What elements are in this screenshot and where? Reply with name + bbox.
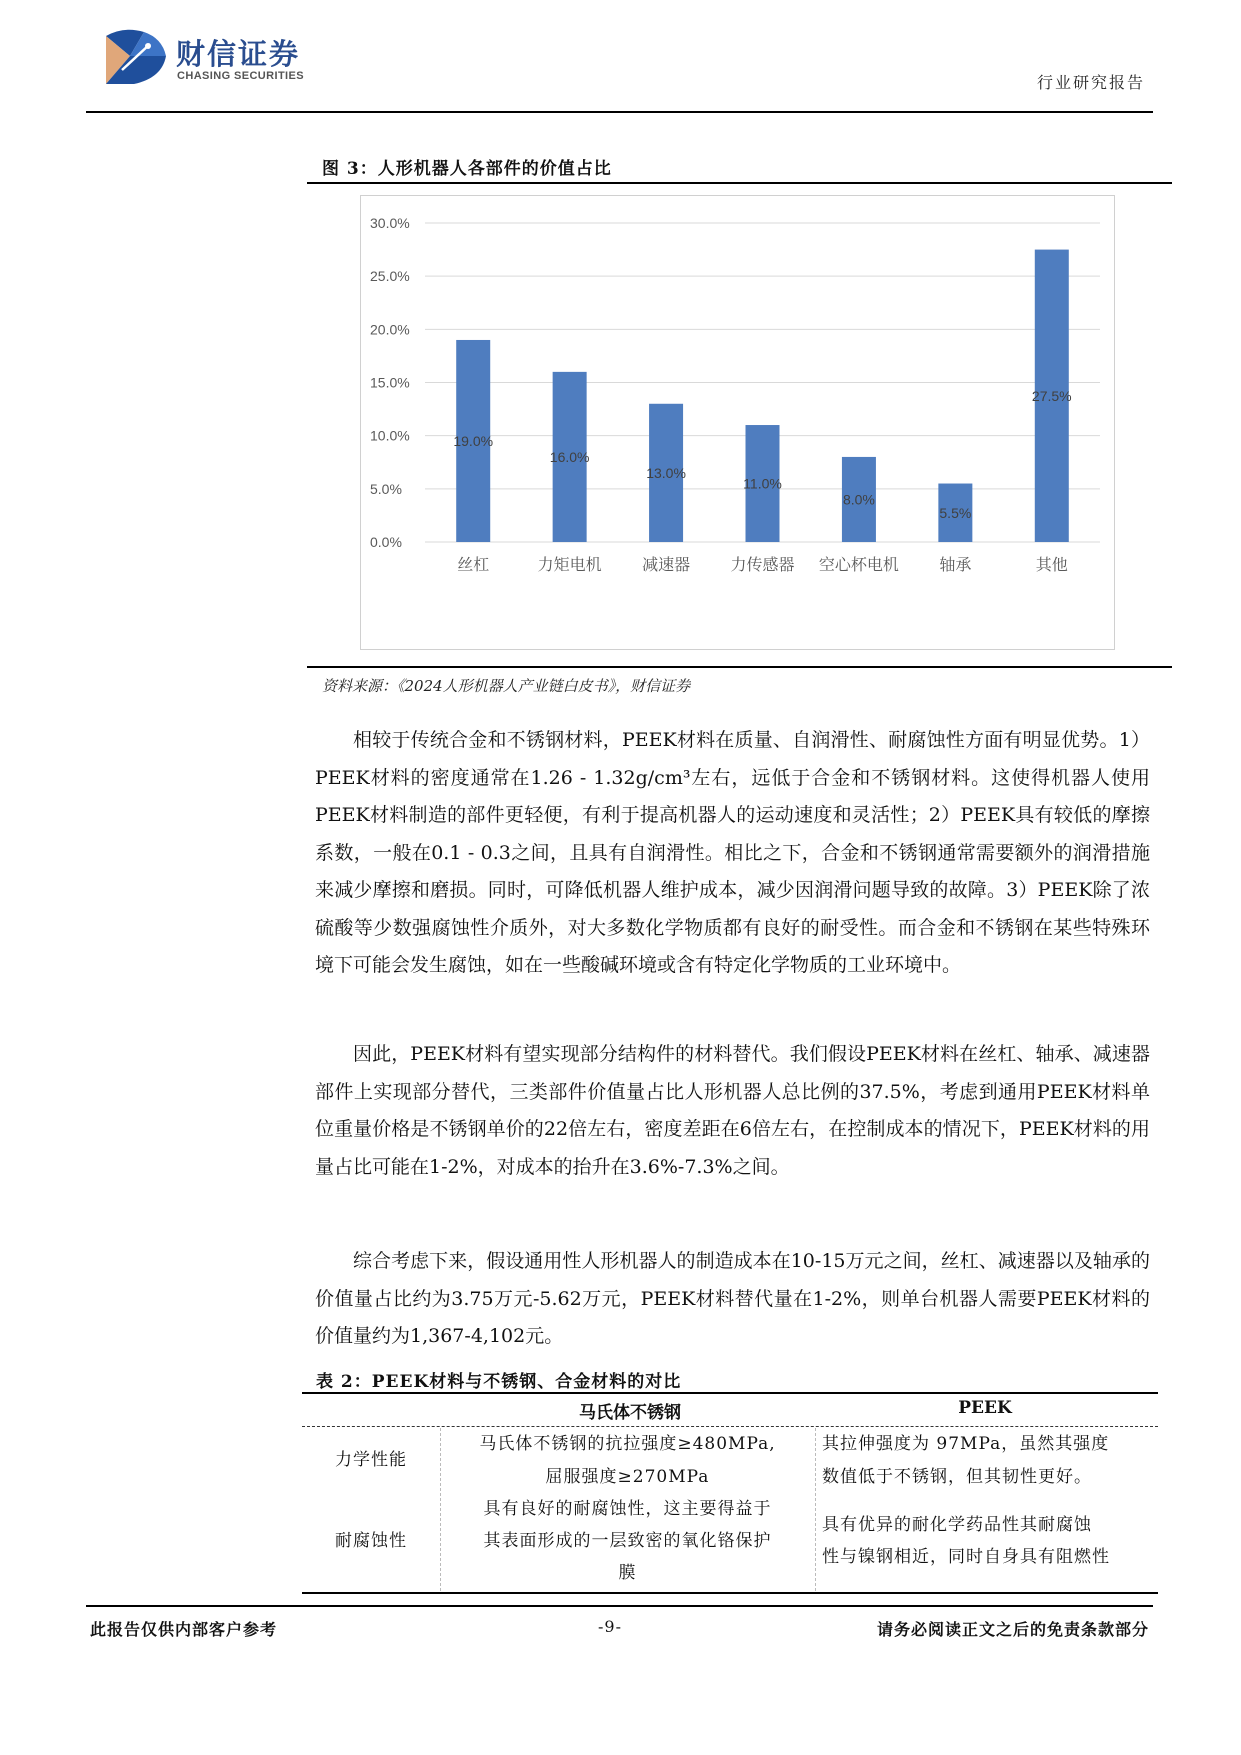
table-bottom-rule bbox=[302, 1592, 1158, 1594]
company-logo bbox=[104, 26, 168, 86]
x-tick-label: 力矩电机 bbox=[537, 555, 602, 574]
paragraph-1: 相较于传统合金和不锈钢材料，PEEK材料在质量、自润滑性、耐腐蚀性方面有明显优势。1）PEEK材料的密度通常在1.26 - 1.32g/cm³左右，远低于合金和不锈钢材料。这使得机器人使用PEEK材料制造的部件更轻便，有利于提高机器人的运动速度和灵活性；2）PEEK具有较低的摩擦系数，一般在0.1 - 0.3之间，且具有自润滑性。相比之下，合金和不锈钢通常需要额外的润滑措施来减少摩擦和磨损。同时，可降低机器人维护成本，减少因润滑问题导致的故障。3）PEEK除了浓硫酸等少数强腐蚀性介质外，对大多数化学物质都有良好的耐受性。而合金和不锈钢在某些特殊环境下可能会发生腐蚀，如在一些酸碱环境或含有特定化学物质的工业环境中。 bbox=[315, 729, 1150, 976]
data-label: 5.5% bbox=[939, 504, 972, 521]
bar-chart bbox=[360, 195, 1115, 650]
data-label: 16.0% bbox=[549, 448, 590, 465]
x-tick-label: 轴承 bbox=[939, 555, 972, 574]
y-tick-label: 30.0% bbox=[370, 215, 410, 231]
table-cell: 膜 bbox=[618, 1563, 637, 1583]
table-header-peek: PEEK bbox=[958, 1398, 1012, 1418]
footer-disclaimer-right: 请务必阅读正文之后的免责条款部分 bbox=[876, 1620, 1149, 1639]
data-label: 19.0% bbox=[453, 432, 494, 449]
header-rule bbox=[86, 111, 1153, 113]
table-col-sep-2 bbox=[815, 1428, 816, 1591]
table-title: 表 2：PEEK材料与不锈钢、合金材料的对比 bbox=[316, 1372, 682, 1392]
table-header-steel: 马氏体不锈钢 bbox=[579, 1403, 681, 1423]
data-label: 13.0% bbox=[646, 464, 686, 481]
y-tick-label: 5.0% bbox=[370, 480, 402, 497]
table-cell: 其表面形成的一层致密的氧化铬保护 bbox=[483, 1531, 772, 1551]
table-header-rule bbox=[302, 1426, 1158, 1427]
brand-name-en: CHASING SECURITIES bbox=[177, 70, 304, 82]
data-label: 8.0% bbox=[842, 491, 875, 508]
y-tick-label: 10.0% bbox=[370, 427, 410, 444]
x-tick-label: 其他 bbox=[1035, 555, 1068, 574]
x-tick-label: 空心杯电机 bbox=[818, 555, 899, 574]
data-label: 27.5% bbox=[1031, 387, 1072, 404]
x-tick-label: 丝杠 bbox=[457, 555, 490, 574]
x-tick-label: 减速器 bbox=[642, 555, 691, 574]
data-label: 11.0% bbox=[743, 475, 782, 492]
y-tick-label: 0.0% bbox=[370, 534, 402, 550]
y-tick-label: 15.0% bbox=[370, 374, 410, 391]
figure-title: 图 3：人形机器人各部件的价值占比 bbox=[322, 159, 612, 179]
table-row-label: 耐腐蚀性 bbox=[335, 1531, 407, 1551]
table-cell: 性与镍钢相近，同时自身具有阻燃性 bbox=[822, 1547, 1110, 1567]
x-tick-label: 力传感器 bbox=[730, 555, 795, 574]
table-top-rule bbox=[302, 1392, 1158, 1394]
brand-name-cn: 财信证券 bbox=[176, 37, 301, 71]
figure-source: 资料来源：《2024人形机器人产业链白皮书》，财信证券 bbox=[322, 677, 691, 695]
table-cell: 马氏体不锈钢的抗拉强度≥480MPa, bbox=[479, 1434, 776, 1454]
figure-top-rule bbox=[307, 182, 1172, 184]
figure-bottom-rule bbox=[307, 666, 1172, 668]
table-cell: 具有优异的耐化学药品性其耐腐蚀 bbox=[822, 1515, 1092, 1535]
table-cell: 屈服强度≥270MPa bbox=[545, 1467, 710, 1487]
table-cell: 具有良好的耐腐蚀性，这主要得益于 bbox=[483, 1499, 772, 1519]
y-tick-label: 20.0% bbox=[370, 321, 410, 338]
report-type: 行业研究报告 bbox=[1036, 73, 1145, 92]
footer-disclaimer-left: 此报告仅供内部客户参考 bbox=[90, 1620, 278, 1639]
table-cell: 其拉伸强度为 97MPa，虽然其强度 bbox=[822, 1434, 1110, 1454]
table-cell: 数值低于不锈钢，但其韧性更好。 bbox=[822, 1467, 1092, 1487]
page-number: -9- bbox=[598, 1617, 622, 1636]
y-tick-label: 25.0% bbox=[370, 268, 410, 285]
table-row-label: 力学性能 bbox=[335, 1450, 407, 1470]
footer-rule bbox=[86, 1605, 1153, 1607]
paragraph-2: 因此，PEEK材料有望实现部分结构件的材料替代。我们假设PEEK材料在丝杠、轴承、减速器部件上实现部分替代，三类部件价值量占比人形机器人总比例的37.5%，考虑到通用PEEK材料单位重量价格是不锈钢单价的22倍左右，密度差距在6倍左右，在控制成本的情况下，PEEK材料的用量占比可能在1-2%，对成本的抬升在3.6%-7.3%之间。 bbox=[315, 1043, 1150, 1178]
paragraph-3: 综合考虑下来，假设通用性人形机器人的制造成本在10-15万元之间，丝杠、减速器以及轴承的价值量占比约为3.75万元-5.62万元，PEEK材料替代量在1-2%，则单台机器人需要PEEK材料的价值量约为1,367-4,102元。 bbox=[315, 1250, 1150, 1347]
